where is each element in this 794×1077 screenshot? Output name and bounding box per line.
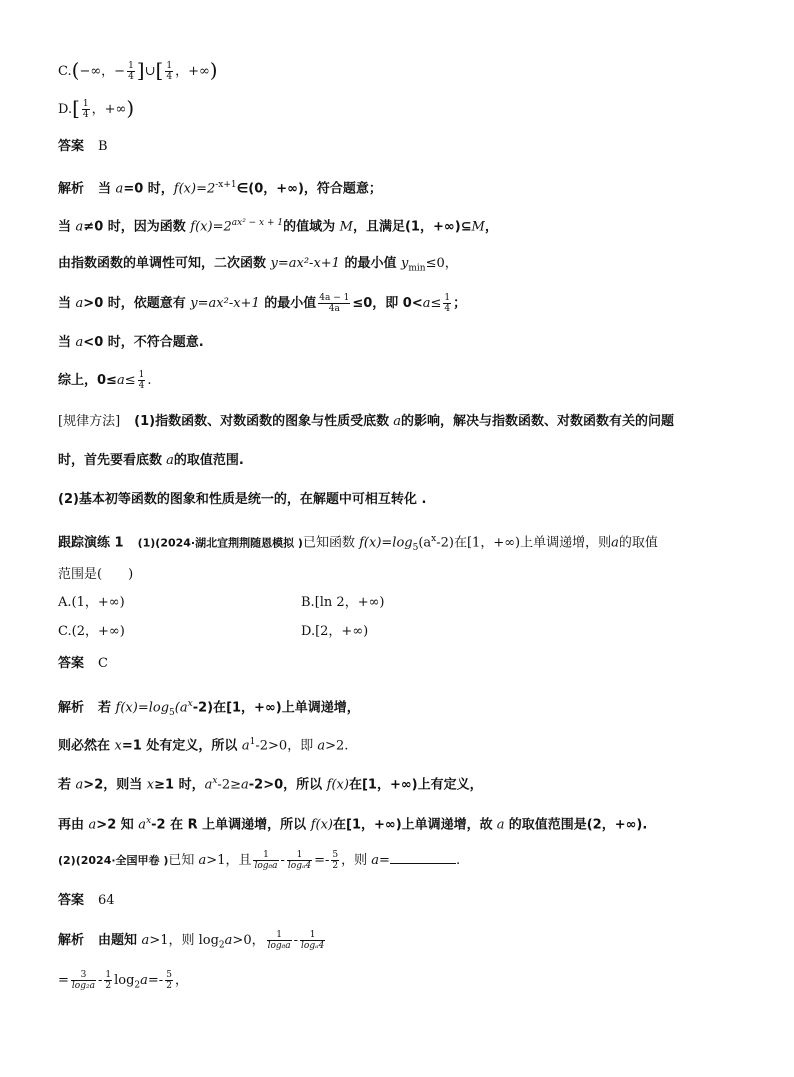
practice-question-1-cont: 范围是( ) — [58, 567, 134, 582]
analysis-2-line-3: 若 a>2，则当 x≥1 时，$a^x-2\ge a-2>0$，所以 f(x)在[1，+∞)上有定义， — [58, 776, 483, 793]
fraction: $\frac{1}{4}$ — [128, 61, 134, 82]
method-line-2: 时，首先要看底数 a的取值范围. — [58, 453, 244, 468]
fraction: $\frac{1}{4}$ — [82, 99, 89, 120]
fraction: $\frac{5}{2}$ — [166, 970, 172, 991]
fraction: $\frac{1}{\text{log₈a}}$ — [254, 850, 278, 871]
practice-question-2: (2)(2024·全国甲卷 )已知 a>1，且 $\frac{1}{\text{log₈a}}$ - $\frac{1}{\text{logₐ4}}$ =- $\frac{5}{2}$ ，则 a= . — [58, 850, 461, 871]
fraction: $\frac{3}{\text{log₂a}}$ — [71, 970, 95, 991]
answer-1 — [58, 137, 108, 157]
practice-option-b: B.[ln 2，+∞) — [301, 595, 385, 610]
analysis-1-line-5: 当 a<0 时，不符合题意. — [58, 335, 204, 350]
analysis-label: 解析 — [58, 181, 85, 197]
analysis-3-line-2: = $\frac{3}{\text{log₂a}}$ - $\frac{1}{2}$ $\log_2a=-$ $\frac{5}{2}$ ， — [58, 970, 188, 991]
option-label: C. — [58, 64, 72, 79]
fraction: $\frac{1}{2}$ — [105, 970, 112, 991]
fraction: $\frac{1}{\text{log₈a}}$ — [267, 930, 291, 951]
method-label: [规律方法] — [58, 414, 121, 429]
analysis-label: 解析 — [58, 933, 85, 948]
option-d-prev: D.[ $\frac{1}{4}$ ，+∞) — [58, 96, 135, 120]
fraction: $\frac{5}{2}$ — [332, 850, 339, 871]
analysis-2-line-2: 则必然在 x=1 处有定义，所以 $a^1-2>0$，即 a>2. — [58, 737, 349, 754]
analysis-1-line-4: 当 a>0 时，依题意有 y=ax²-x+1 的最小值 $\frac{4a - 1}{4a}$ ≤0，即 0<a≤ $\frac{1}{4}$ ； — [58, 293, 467, 314]
analysis-3-line-1: 解析 由题知 a>1，则 $\log_2a>0$， $\frac{1}{\text{log₈a}}$ - $\frac{1}{\text{logₐ4}}$ — [58, 930, 325, 951]
practice-option-a: A.(1，+∞) — [58, 595, 125, 610]
answer-3 — [58, 891, 115, 911]
option-text: −∞，− — [79, 64, 126, 79]
fraction: $\frac{4a - 1}{4a}$ — [319, 293, 350, 314]
answer-label: 答案 — [58, 139, 85, 154]
answer-value: 64 — [98, 893, 115, 908]
option-label: D. — [58, 102, 73, 117]
analysis-2-line-4: 再由 a>2 知 $a^x-2$ 在 R 上单调递增，所以 f(x)在[1，+∞)上单调递增，故 a 的取值范围是(2，+∞). — [58, 816, 648, 833]
analysis-2-line-1: 解析 若 $f(x)=\log_5(a^x-2)$在[1，+∞)上单调递增， — [58, 699, 360, 718]
analysis-1-line-6: 综上，0≤a≤ $\frac{1}{4}$ . — [58, 370, 152, 391]
practice-label: 跟踪演练 1 — [58, 535, 124, 551]
option-c-prev: C.(−∞，− $\frac{1}{4}$ ]∪[ $\frac{1}{4}$ ，+∞) — [58, 58, 218, 82]
option-text: ，+∞ — [91, 102, 127, 117]
method-line-1: [规律方法] (1)指数函数、对数函数的图象与性质受底数 a的影响，解决与指数函数、对数函数有关的问题 — [58, 414, 675, 429]
analysis-1-line-2: 当 a≠0 时，因为函数 $f(x)=2^{ax^2 - x + 1}$的值域为 M，且满足(1，+∞)⊆M， — [58, 218, 498, 235]
method-line-3: (2)基本初等函数的图象和性质是统一的，在解题中可相互转化 . — [58, 492, 427, 507]
answer-label: 答案 — [58, 656, 85, 671]
answer-2 — [58, 654, 108, 674]
union-symbol: ∪ — [144, 64, 156, 79]
fraction: $\frac{1}{4}$ — [444, 293, 451, 314]
fraction: $\frac{1}{4}$ — [166, 61, 173, 82]
option-text: ，+∞ — [175, 64, 210, 79]
analysis-1-line-1: 解析 当 a=0 时，$f(x)=2^{-x+1}\in(0$，+∞)，符合题意； — [58, 180, 382, 197]
practice-option-c: C.(2，+∞) — [58, 624, 125, 639]
practice-option-d: D.[2，+∞) — [301, 624, 369, 639]
answer-value: C — [98, 656, 108, 671]
fraction: $\frac{1}{4}$ — [138, 370, 145, 391]
answer-value: B — [98, 139, 108, 154]
answer-label: 答案 — [58, 893, 85, 908]
fraction: $\frac{1}{\text{logₐ4}}$ — [287, 850, 312, 871]
answer-blank — [390, 851, 456, 864]
fraction: $\frac{1}{\text{logₐ4}}$ — [301, 930, 325, 951]
analysis-label: 解析 — [58, 700, 85, 716]
analysis-1-line-3: 由指数函数的单调性可知，二次函数 y=ax²-x+1 的最小值 $y_{min}\le 0$， — [58, 256, 458, 274]
practice-question-1: 跟踪演练 1 (1)(2024·湖北宜荆荆随恩模拟 )已知函数 $f(x)=\log_5(a^x-2)$在[1，+∞)上单调递增，则a的取值 — [58, 534, 658, 553]
